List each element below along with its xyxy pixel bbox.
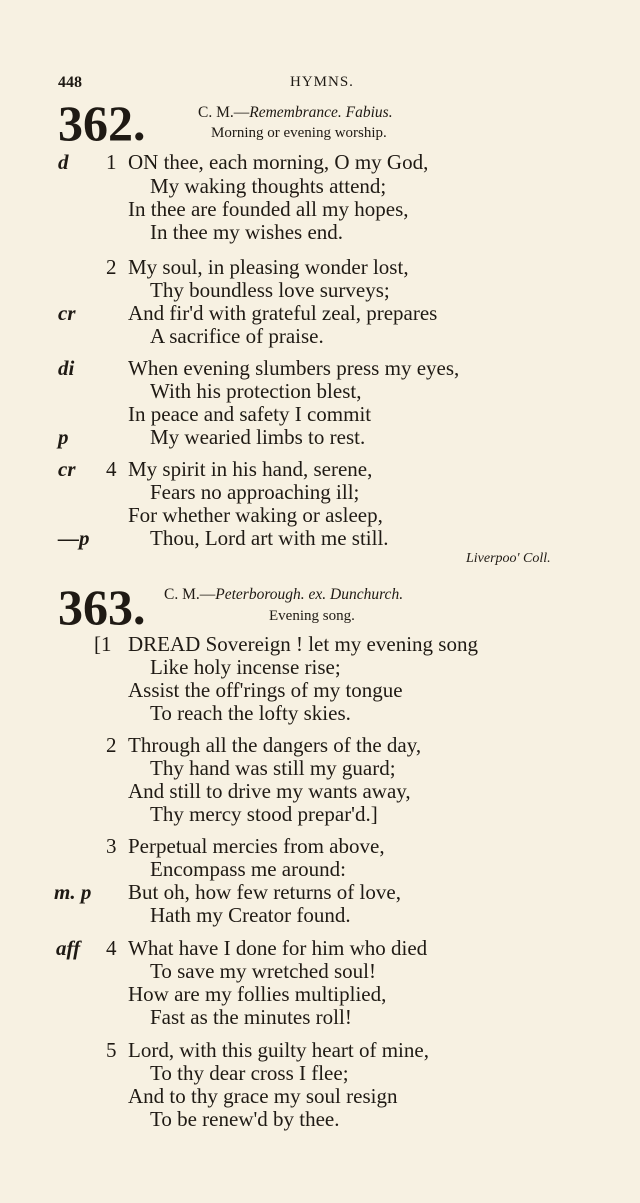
hymn-line: Thy hand was still my guard; — [150, 756, 396, 780]
hymn-line: But oh, how few returns of love, — [128, 880, 401, 904]
hymn-line: And to thy grace my soul resign — [128, 1084, 398, 1108]
meter: C. M.— — [198, 104, 250, 121]
attribution: Liverpoo' Coll. — [466, 551, 551, 566]
hymn-line: Perpetual mercies from above, — [128, 834, 385, 858]
hymn-line: My spirit in his hand, serene, — [128, 457, 373, 481]
running-head: HYMNS. — [290, 74, 354, 90]
hymn-line: A sacrifice of praise. — [150, 324, 324, 348]
verse-number: 4 — [106, 936, 117, 960]
tune-names: Remembrance. Fabius. — [249, 104, 393, 121]
hymn-line: DREAD Sovereign ! let my evening song — [128, 632, 478, 656]
hymn-line: In thee my wishes end. — [150, 220, 344, 244]
hymn-line: ON thee, each morning, O my God, — [128, 150, 429, 174]
hymn-line: Thy boundless love surveys; — [150, 278, 390, 302]
dynamic-mark: aff — [56, 936, 81, 960]
dynamic-mark: p — [58, 425, 69, 449]
hymn-number: 363. — [58, 579, 146, 635]
meter: C. M.— — [164, 586, 216, 603]
verse-number: 5 — [106, 1038, 117, 1062]
hymn-line: When evening slumbers press my eyes, — [128, 356, 460, 380]
verse-number: 3 — [106, 834, 117, 858]
hymn-subtitle: Morning or evening worship. — [211, 125, 387, 141]
hymn-line: And fir'd with grateful zeal, prepares — [128, 301, 438, 325]
hymn-line: To reach the lofty skies. — [150, 701, 351, 725]
hymn-line: To save my wretched soul! — [150, 959, 376, 983]
hymn-meter-line — [198, 104, 393, 122]
hymn-line: My waking thoughts attend; — [150, 174, 387, 198]
dynamic-mark: m. p — [54, 880, 92, 904]
hymn-line: Hath my Creator found. — [150, 903, 351, 927]
hymn-line: And still to drive my wants away, — [128, 779, 411, 803]
hymn-line: Assist the off'rings of my tongue — [128, 678, 403, 702]
hymn-line: To thy dear cross I flee; — [150, 1061, 349, 1085]
hymn-line: Thy mercy stood prepar'd.] — [150, 802, 378, 826]
verse-number: 4 — [106, 457, 117, 481]
hymn-meter-line — [164, 586, 403, 604]
verse-number: [1 — [94, 632, 112, 656]
hymn-line: For whether waking or asleep, — [128, 503, 383, 527]
hymn-line: What have I done for him who died — [128, 936, 428, 960]
hymn-line: Encompass me around: — [150, 857, 346, 881]
hymn-line: In peace and safety I commit — [128, 402, 372, 426]
hymn-line: Through all the dangers of the day, — [128, 733, 422, 757]
hymn-line: Thou, Lord art with me still. — [150, 526, 389, 550]
hymn-line: Fears no approaching ill; — [150, 480, 360, 504]
hymn-line: How are my follies multiplied, — [128, 982, 387, 1006]
dynamic-mark: —p — [58, 526, 90, 550]
hymn-line: To be renew'd by thee. — [150, 1107, 340, 1131]
hymn-line: In thee are founded all my hopes, — [128, 197, 409, 221]
verse-number: 2 — [106, 255, 117, 279]
verse-number: 1 — [106, 150, 117, 174]
dynamic-mark: d — [58, 150, 69, 174]
hymn-line: With his protection blest, — [150, 379, 362, 403]
page-number: 448 — [58, 74, 82, 91]
hymn-number: 362. — [58, 95, 146, 151]
hymn-line: My wearied limbs to rest. — [150, 425, 366, 449]
hymn-line: Fast as the minutes roll! — [150, 1005, 352, 1029]
hymn-subtitle: Evening song. — [269, 608, 355, 624]
dynamic-mark: cr — [58, 457, 76, 481]
dynamic-mark: cr — [58, 301, 76, 325]
verse-number: 2 — [106, 733, 117, 757]
hymn-line: Lord, with this guilty heart of mine, — [128, 1038, 429, 1062]
hymn-line: My soul, in pleasing wonder lost, — [128, 255, 409, 279]
hymn-line: Like holy incense rise; — [150, 655, 341, 679]
dynamic-mark: di — [58, 356, 75, 380]
tune-names: Peterborough. ex. Dunchurch. — [215, 586, 404, 603]
